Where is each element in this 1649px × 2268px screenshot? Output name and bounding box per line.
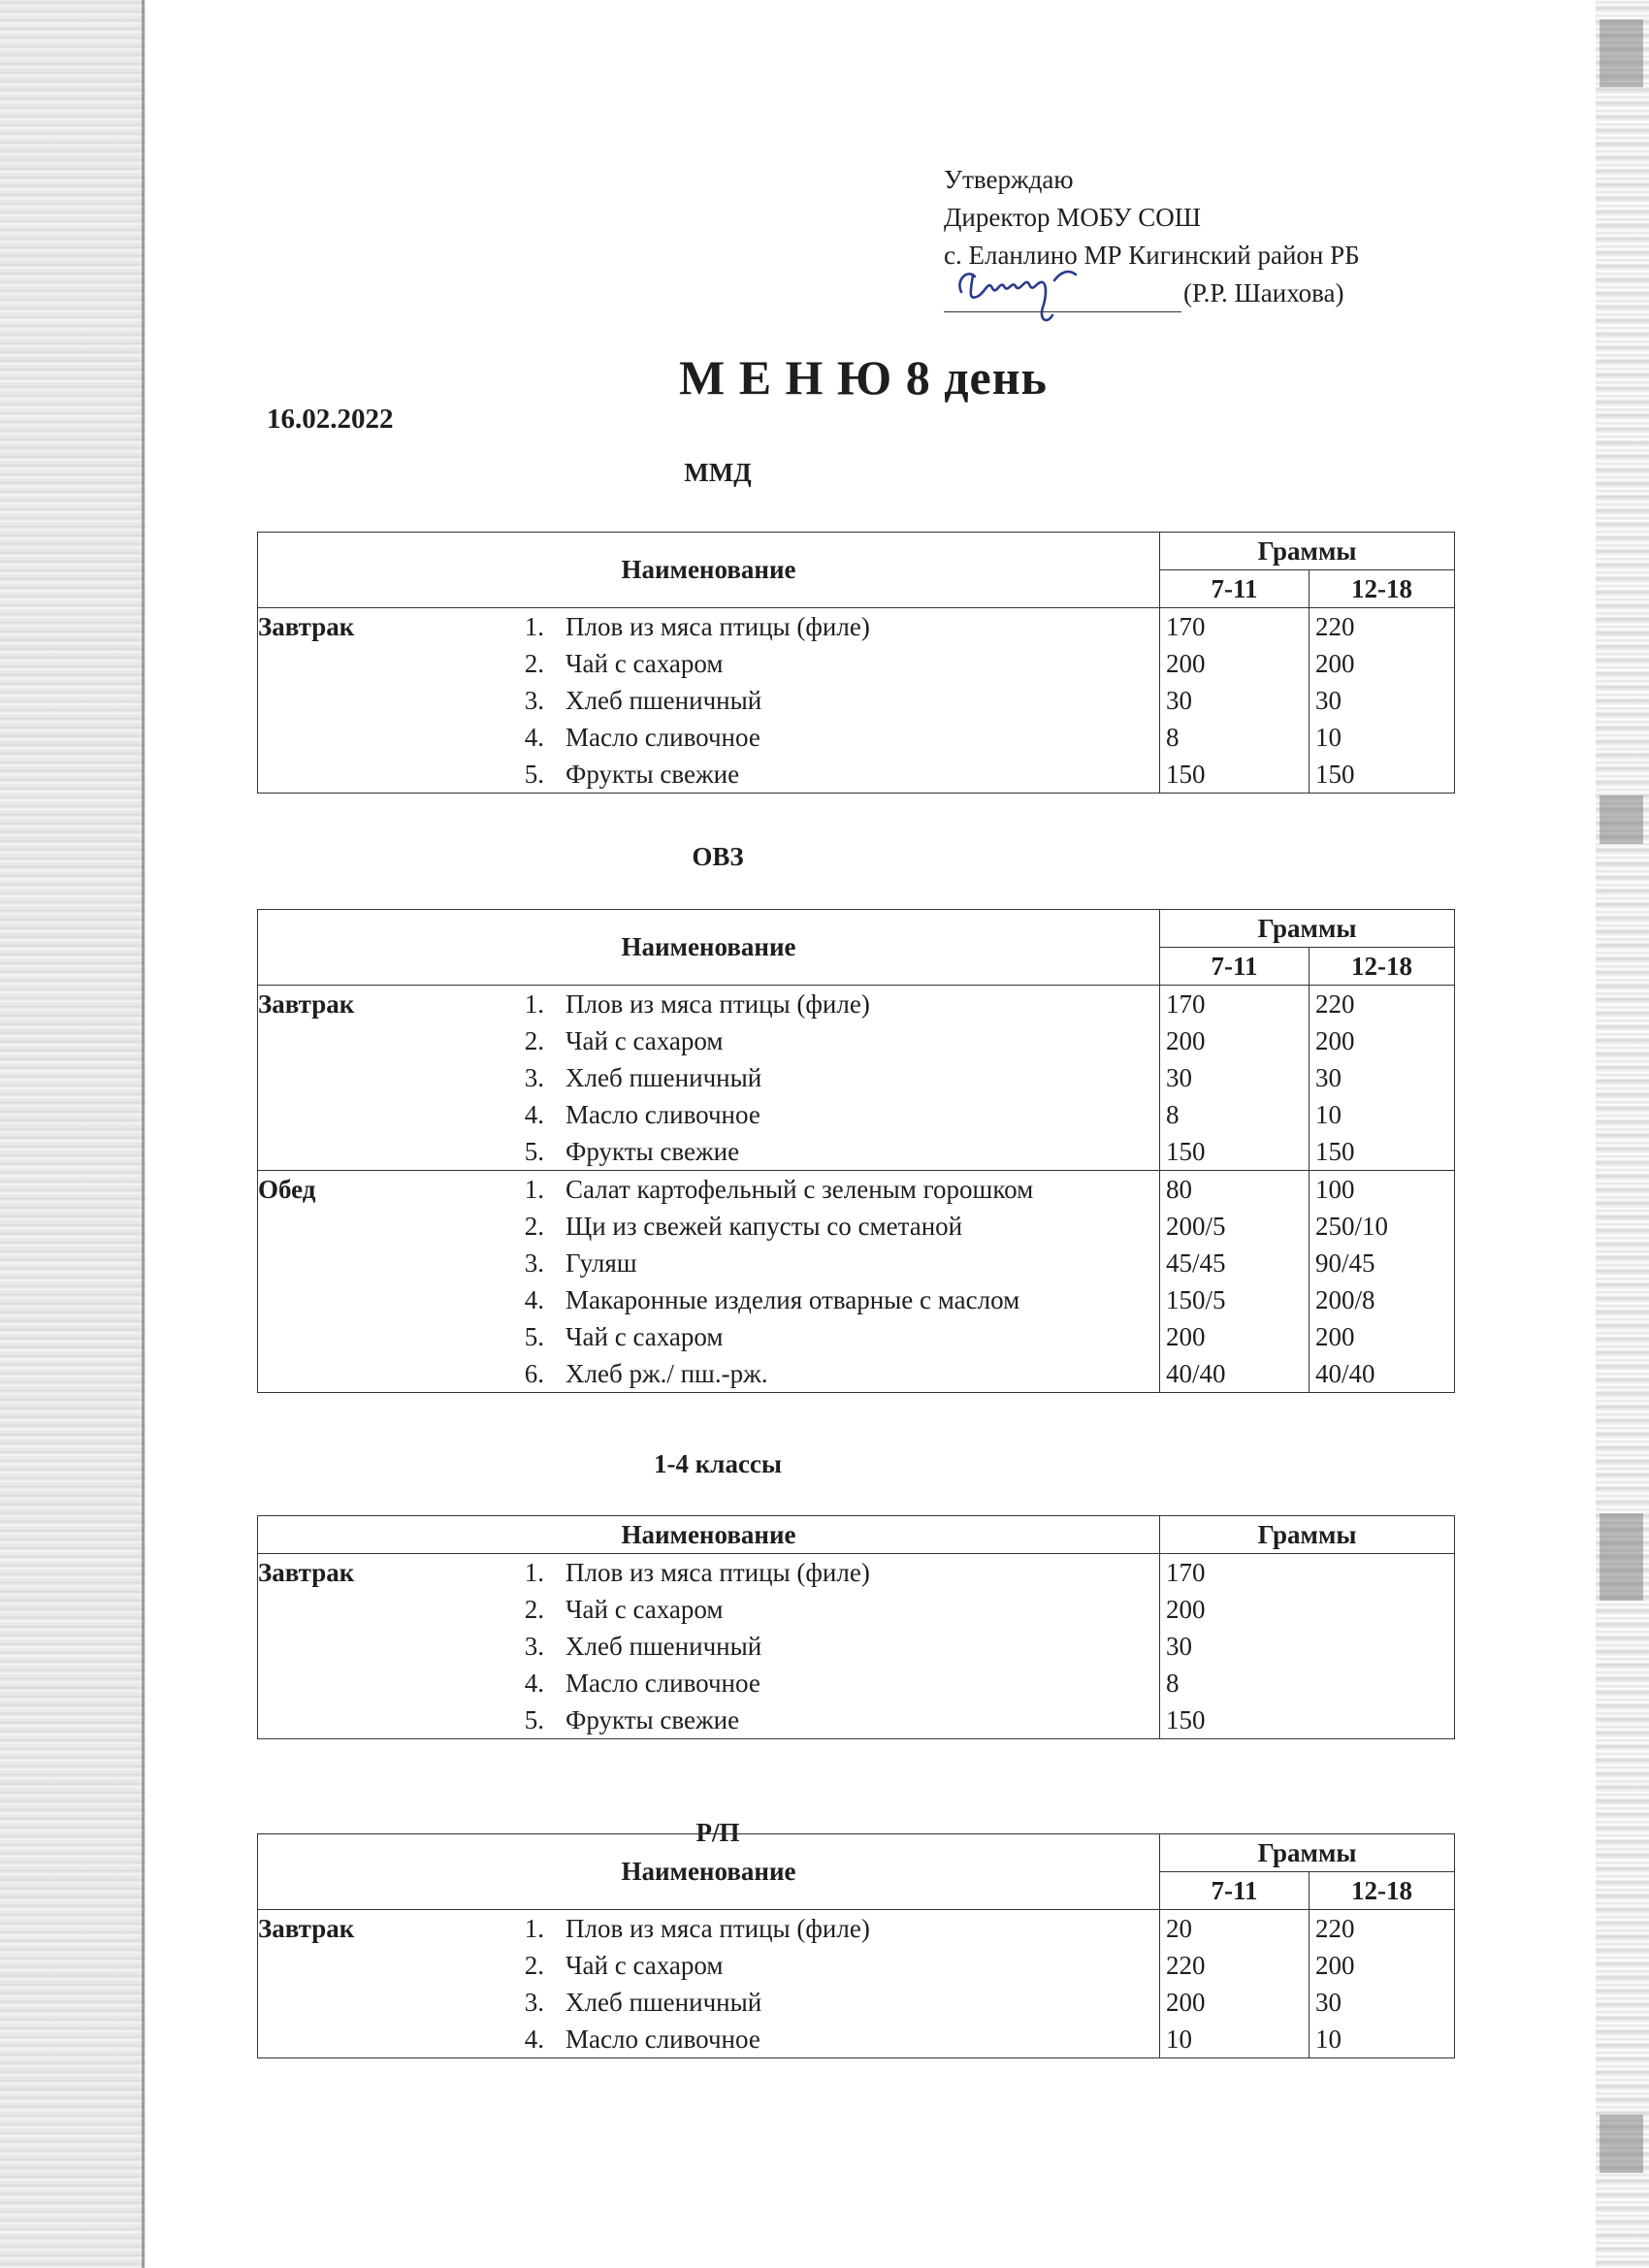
meal-cell — [258, 986, 1160, 1171]
grams-value: 220 — [1315, 989, 1355, 1019]
dish-item — [505, 2021, 870, 2057]
grams-value: 20 — [1166, 1914, 1192, 1943]
dish-item — [505, 1096, 870, 1133]
grams-value: 8 — [1166, 1100, 1180, 1129]
dish-name: Плов из мяса птицы (филе) — [566, 1914, 870, 1943]
dish-name: Масло сливочное — [566, 1100, 760, 1129]
dish-number: 2. — [524, 1951, 544, 1980]
grams-value: 150 — [1315, 760, 1355, 789]
grams-value: 170 — [1166, 612, 1206, 641]
grams-value: 30 — [1315, 1988, 1342, 2017]
col-header-age: 12-18 — [1310, 948, 1455, 986]
grams-value: 200 — [1166, 1322, 1206, 1351]
dish-item — [505, 719, 870, 756]
header-row — [258, 533, 1455, 570]
grams-value: 150/5 — [1166, 1285, 1226, 1314]
dish-item — [505, 1245, 1033, 1281]
meal-row — [258, 1910, 1455, 2058]
grams-value: 200/8 — [1315, 1285, 1375, 1314]
dish-item — [505, 1628, 870, 1665]
grams-value: 200 — [1166, 649, 1206, 678]
header-row — [258, 1834, 1455, 1872]
grams-value: 170 — [1166, 989, 1206, 1019]
dish-name: Щи из свежей капусты со сметаной — [566, 1212, 963, 1241]
dish-number: 1. — [524, 1175, 544, 1204]
dish-name: Хлеб пшеничный — [566, 1632, 762, 1661]
dish-list — [505, 608, 870, 793]
col-header-age: 12-18 — [1310, 570, 1455, 608]
dish-item — [505, 1947, 870, 1984]
dish-item — [505, 1910, 870, 1947]
grams-value: 100 — [1315, 1175, 1355, 1204]
meal-label: Завтрак — [258, 612, 355, 641]
grams-value: 220 — [1315, 612, 1355, 641]
grams-cell — [1310, 608, 1455, 794]
dish-list-wrap — [389, 1554, 870, 1738]
dish-number: 3. — [524, 686, 544, 715]
menu-table — [257, 909, 1455, 1393]
approval-line: с. Еланлино МР Кигинский район РБ — [944, 241, 1360, 270]
grams-value: 150 — [1166, 1705, 1206, 1734]
grams-value: 90/45 — [1315, 1248, 1375, 1278]
menu-table — [257, 1833, 1455, 2058]
menu-date: 16.02.2022 — [267, 404, 394, 435]
dish-item — [505, 608, 870, 645]
col-header-age: 7-11 — [1160, 570, 1310, 608]
dish-item — [505, 1171, 1033, 1208]
grams-value: 10 — [1315, 2025, 1342, 2054]
dish-name: Фрукты свежие — [566, 1137, 740, 1166]
dish-name: Плов из мяса птицы (филе) — [566, 612, 870, 641]
dish-name: Чай с сахаром — [566, 1322, 724, 1351]
page-title: М Е Н Ю 8 день — [679, 350, 1048, 405]
meal-cell — [258, 1171, 1160, 1393]
dish-number: 2. — [524, 1595, 544, 1624]
dish-name: Хлеб рж./ пш.-рж. — [566, 1359, 768, 1388]
grams-value: 200 — [1166, 1595, 1206, 1624]
meal-row — [258, 1554, 1455, 1739]
dish-item — [505, 1022, 870, 1059]
meal-cell — [258, 608, 1160, 794]
dish-name: Макаронные изделия отварные с маслом — [566, 1285, 1020, 1314]
grams-value: 200 — [1166, 1988, 1206, 2017]
dish-number: 2. — [524, 1212, 544, 1241]
meal-label: Завтрак — [258, 989, 355, 1019]
dish-list-wrap — [389, 1910, 870, 2057]
dish-item — [505, 986, 870, 1022]
scan-mark — [1600, 19, 1643, 87]
col-header-age: 7-11 — [1160, 948, 1310, 986]
scan-shadow-left — [0, 0, 146, 2268]
grams-value: 8 — [1166, 723, 1180, 752]
grams-value: 250/10 — [1315, 1212, 1389, 1241]
grams-value: 200 — [1315, 1026, 1355, 1055]
dish-list-wrap — [389, 986, 870, 1170]
dish-number: 3. — [524, 1248, 544, 1278]
grams-value: 200 — [1315, 1322, 1355, 1351]
grams-value: 30 — [1166, 1632, 1192, 1661]
grams-cell — [1160, 608, 1310, 794]
dish-item — [505, 1133, 870, 1170]
grams-value: 40/40 — [1315, 1359, 1375, 1388]
dish-number: 5. — [524, 1705, 544, 1734]
col-header-age: 12-18 — [1310, 1872, 1455, 1910]
grams-value: 220 — [1166, 1951, 1206, 1980]
section-heading: Р/П — [695, 1818, 740, 1847]
grams-value: 10 — [1315, 1100, 1342, 1129]
dish-name: Масло сливочное — [566, 2025, 760, 2054]
dish-item — [505, 1208, 1033, 1245]
dish-name: Салат картофельный с зеленым горошком — [566, 1175, 1034, 1204]
grams-value: 30 — [1166, 1063, 1192, 1092]
meal-row — [258, 1171, 1455, 1393]
grams-value: 200 — [1166, 1026, 1206, 1055]
dish-item — [505, 1591, 870, 1628]
grams-value: 45/45 — [1166, 1248, 1226, 1278]
dish-number: 5. — [524, 1137, 544, 1166]
dish-list — [505, 1554, 870, 1738]
header-row — [258, 1516, 1455, 1554]
approval-line: Директор МОБУ СОШ — [944, 203, 1201, 232]
dish-name: Хлеб пшеничный — [566, 1988, 762, 2017]
scan-mark — [1600, 2115, 1643, 2173]
dish-number: 4. — [524, 1285, 544, 1314]
dish-item — [505, 682, 870, 719]
dish-list — [505, 1171, 1033, 1392]
col-header-grams: Граммы — [1160, 533, 1455, 570]
dish-number: 4. — [524, 723, 544, 752]
dish-number: 1. — [524, 989, 544, 1019]
grams-cell — [1160, 1554, 1455, 1739]
dish-list-wrap — [389, 1171, 1033, 1392]
dish-name: Фрукты свежие — [566, 1705, 740, 1734]
dish-list — [505, 1910, 870, 2057]
dish-number: 3. — [524, 1063, 544, 1092]
grams-value: 8 — [1166, 1669, 1180, 1698]
scan-shadow-right — [1596, 0, 1649, 2268]
dish-number: 4. — [524, 2025, 544, 2054]
handwritten-signature — [954, 251, 1099, 329]
grams-cell — [1310, 986, 1455, 1171]
dish-name: Плов из мяса птицы (филе) — [566, 1558, 870, 1587]
grams-cell — [1310, 1910, 1455, 2058]
section-heading: ММД — [684, 458, 752, 487]
dish-number: 5. — [524, 760, 544, 789]
col-header-age: 7-11 — [1160, 1872, 1310, 1910]
approval-block — [944, 161, 1360, 312]
grams-cell — [1160, 1910, 1310, 2058]
col-header-grams: Граммы — [1160, 1516, 1455, 1554]
dish-item — [505, 1318, 1033, 1355]
dish-number: 3. — [524, 1632, 544, 1661]
grams-value: 30 — [1166, 686, 1192, 715]
meal-cell — [258, 1910, 1160, 2058]
col-header-name: Наименование — [258, 910, 1160, 986]
grams-value: 220 — [1315, 1914, 1355, 1943]
dish-number: 1. — [524, 1914, 544, 1943]
section-heading: 1-4 классы — [654, 1449, 782, 1478]
grams-value: 200 — [1315, 649, 1355, 678]
grams-value: 200/5 — [1166, 1212, 1226, 1241]
col-header-name: Наименование — [258, 1516, 1160, 1554]
dish-number: 5. — [524, 1322, 544, 1351]
dish-item — [505, 1665, 870, 1701]
menu-table — [257, 532, 1455, 794]
grams-value: 30 — [1315, 686, 1342, 715]
scan-mark — [1600, 1513, 1643, 1601]
dish-number: 4. — [524, 1100, 544, 1129]
dish-name: Плов из мяса птицы (филе) — [566, 989, 870, 1019]
dish-number: 4. — [524, 1669, 544, 1698]
dish-item — [505, 1059, 870, 1096]
dish-item — [505, 1701, 870, 1738]
meal-cell-inner — [258, 1171, 1159, 1392]
dish-item — [505, 1984, 870, 2021]
grams-cell — [1160, 986, 1310, 1171]
meal-label: Завтрак — [258, 1558, 355, 1587]
signatory-name: (Р.Р. Шаихова) — [1183, 278, 1344, 308]
signature-line — [944, 282, 1181, 312]
meal-cell-inner — [258, 986, 1159, 1170]
dish-list-wrap — [389, 608, 870, 793]
dish-number: 1. — [524, 612, 544, 641]
dish-name: Хлеб пшеничный — [566, 686, 762, 715]
dish-number: 3. — [524, 1988, 544, 2017]
meal-row — [258, 608, 1455, 794]
grams-value: 170 — [1166, 1558, 1206, 1587]
col-header-name: Наименование — [258, 1834, 1160, 1910]
grams-value: 10 — [1166, 2025, 1192, 2054]
dish-item — [505, 1355, 1033, 1392]
meal-cell-inner — [258, 1554, 1159, 1738]
col-header-grams: Граммы — [1160, 910, 1455, 948]
dish-name: Масло сливочное — [566, 1669, 760, 1698]
grams-cell — [1160, 1171, 1310, 1393]
dish-item — [505, 756, 870, 793]
section-heading: ОВЗ — [692, 842, 744, 871]
dish-list — [505, 986, 870, 1170]
dish-number: 6. — [524, 1359, 544, 1388]
dish-name: Чай с сахаром — [566, 1951, 724, 1980]
approval-line: Утверждаю — [944, 165, 1074, 194]
meal-label: Обед — [258, 1175, 316, 1204]
scan-edge-line — [142, 0, 145, 2268]
dish-number: 2. — [524, 1026, 544, 1055]
grams-value: 200 — [1315, 1951, 1355, 1980]
col-header-grams: Граммы — [1160, 1834, 1455, 1872]
grams-value: 40/40 — [1166, 1359, 1226, 1388]
dish-item — [505, 645, 870, 682]
grams-value: 150 — [1315, 1137, 1355, 1166]
meal-cell — [258, 1554, 1160, 1739]
header-row — [258, 910, 1455, 948]
dish-item — [505, 1281, 1033, 1318]
meal-cell-inner — [258, 1910, 1159, 2057]
meal-cell-inner — [258, 608, 1159, 793]
dish-number: 2. — [524, 649, 544, 678]
dish-name: Чай с сахаром — [566, 1026, 724, 1055]
col-header-name: Наименование — [258, 533, 1160, 608]
grams-value: 80 — [1166, 1175, 1192, 1204]
grams-cell — [1310, 1171, 1455, 1393]
grams-value: 150 — [1166, 1137, 1206, 1166]
scan-mark — [1600, 795, 1643, 844]
dish-number: 1. — [524, 1558, 544, 1587]
grams-value: 10 — [1315, 723, 1342, 752]
dish-name: Фрукты свежие — [566, 760, 740, 789]
dish-name: Гуляш — [566, 1248, 637, 1278]
dish-name: Чай с сахаром — [566, 649, 724, 678]
grams-value: 150 — [1166, 760, 1206, 789]
dish-name: Чай с сахаром — [566, 1595, 724, 1624]
menu-table — [257, 1515, 1455, 1739]
dish-item — [505, 1554, 870, 1591]
grams-value: 30 — [1315, 1063, 1342, 1092]
meal-row — [258, 986, 1455, 1171]
signature-row — [944, 275, 1360, 312]
dish-name: Масло сливочное — [566, 723, 760, 752]
meal-label: Завтрак — [258, 1914, 355, 1943]
dish-name: Хлеб пшеничный — [566, 1063, 762, 1092]
